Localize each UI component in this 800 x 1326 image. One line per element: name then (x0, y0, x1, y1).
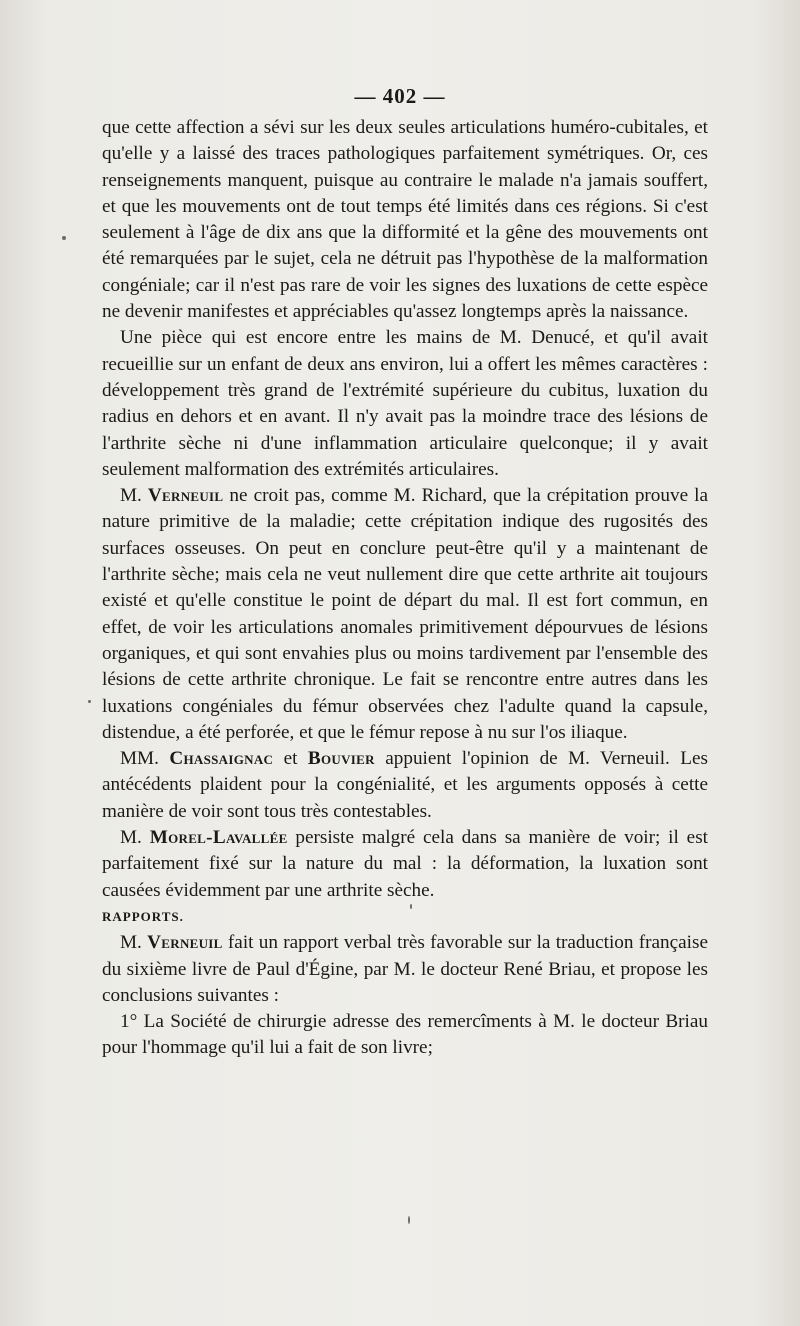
speaker-joiner: et (273, 748, 308, 770)
speaker-prefix: M. (120, 485, 148, 507)
speaker-name: Bouvier (307, 748, 375, 770)
speaker-prefix: MM. (120, 748, 170, 770)
paragraph (102, 746, 708, 825)
ink-speck (408, 1216, 410, 1224)
page-number: — 402 — (354, 84, 446, 108)
paragraph-text: persiste malgré cela dans sa manière de voir; il est parfaitement fixé sur la nature du mal : la déformation, la luxation sont causées évidemment par une arthrite sèche. (102, 827, 709, 901)
paragraph (102, 483, 708, 746)
paragraph: Une pièce qui est encore entre les mains de M. Denucé, et qu'il avait recueillie sur un enfant de deux ans environ, lui a offert les mêmes caractères : développement très grand de l'extrémité supérieure du cubitus, luxation du radius en dehors et en avant. Il n'y avait pas la moindre trace des lésions de l'arthrite sèche ni d'une inflammation articulaire quelconque; il y avait seulement malformation des extrémités articulaires. (102, 327, 708, 480)
paragraph-text: appuient l'opinion de M. Verneuil. Les antécédents plaident pour la congénialité, et les arguments opposés à cette manière de voir sont tous très contestables. (102, 748, 708, 822)
section-heading: RAPPORTS. (102, 908, 184, 924)
speaker-name: Verneuil (147, 932, 223, 954)
paragraph-text: ne croit pas, comme M. Richard, que la crépitation prouve la nature primitive de la maladie; cette crépitation indique des rugosités des surfaces osseuses. On peut en conclure peut-être qu'il y a maintenant de l'arthrite sèche; mais cela ne veut nullement dire que cette arthrite ait toujours existé et qu'elle constitue le point de départ du mal. Il est fort commun, en effet, de voir les articulations anomales primitivement dépourvues de lésions organiques, et qui sont envahies plus ou moins tardivement par l'ensemble des lésions de cette arthrite chronique. Le fait se rencontre entre autres dans les luxations congéniales du fémur observées chez l'adulte quand la capsule, distendue, a été perforée, et que le fémur repose à nu sur l'os iliaque. (102, 485, 708, 743)
paragraph: que cette affection a sévi sur les deux seules articulations huméro-cubitales, et qu'elle y a laissé des traces pathologiques parfaitement symétriques. Or, ces renseignements manquent, puisque au contraire le malade n'a jamais souffert, et que les mouvements ont de tout temps été limités dans ces régions. Si c'est seulement à l'âge de dix ans que la difformité et la gêne des mouvements ont été remarquées par le sujet, cela ne détruit pas l'hypothèse de la malformation congéniale; car il n'est pas rare de voir les signes des luxations de cette espèce ne devenir manifestes et appréciables qu'assez longtemps après la naissance. (102, 117, 708, 323)
speaker-name: Morel-Lavallée (149, 827, 288, 849)
ink-speck (410, 904, 412, 909)
speaker-name: Verneuil (147, 485, 224, 507)
paragraph (102, 930, 708, 1009)
ink-speck (88, 700, 91, 703)
speaker-name: Chassaignac (169, 748, 274, 770)
paragraph: 1° La Société de chirurgie adresse des remercîments à M. le docteur Briau pour l'hommage qu'il lui a fait de son livre; (102, 1011, 708, 1059)
ink-speck (62, 236, 66, 240)
speaker-prefix: M. (120, 827, 150, 849)
body-text (102, 115, 708, 1062)
speaker-prefix: M. (120, 932, 148, 954)
paragraph-text: fait un rapport verbal très favorable sur la traduction française du sixième livre de Paul d'Égine, par M. le docteur René Briau, et propose les conclusions suivantes : (102, 932, 708, 1006)
paragraph (102, 825, 708, 904)
